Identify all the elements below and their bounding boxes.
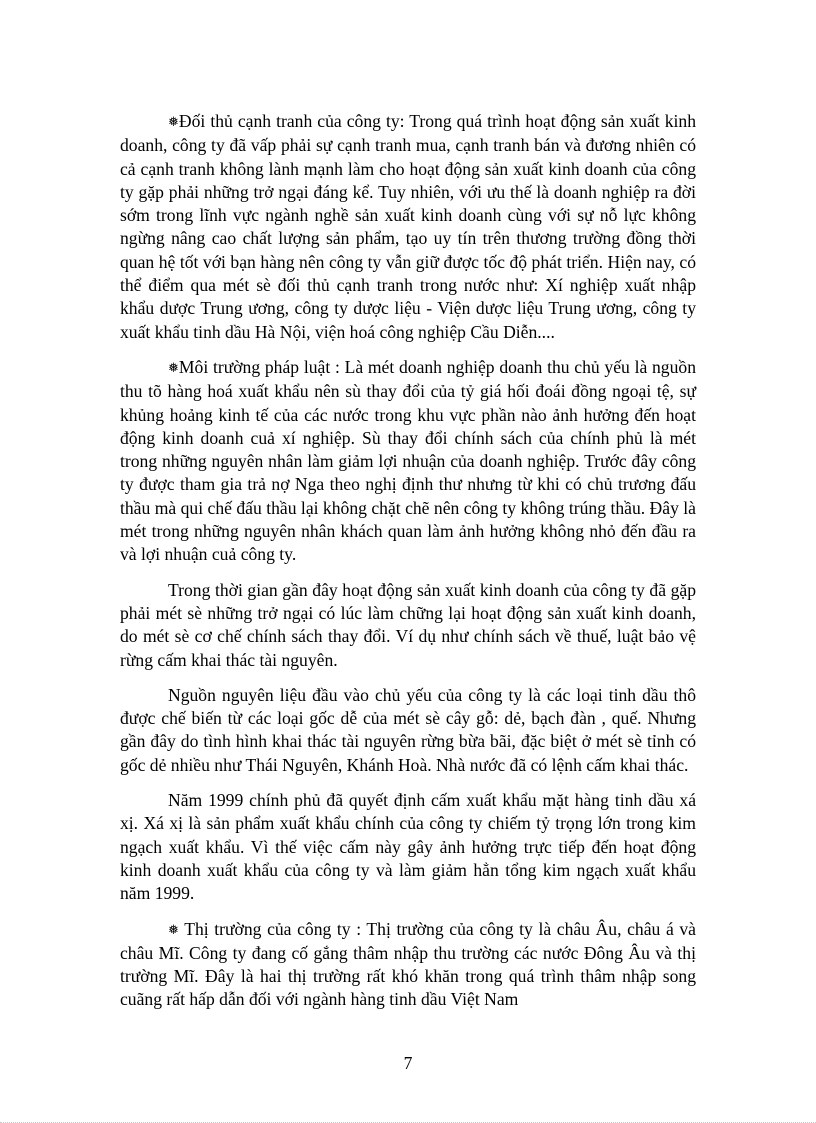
paragraph-raw-materials — [120, 684, 696, 777]
snowflake-bullet-icon: ❅ — [168, 360, 179, 376]
paragraph-text: Năm 1999 chính phủ đã quyết định cấm xuất khẩu mặt hàng tinh dầu xá xị. Xá xị là sản phẩm xuất khẩu chính của công ty chiếm tỷ trọng lớn trong kim ngạch xuất khẩu. Vì thế việc cấm này gây ảnh hưởng trực tiếp đến hoạt động kinh doanh xuất khẩu của công ty và làm giảm hẳn tổng kim ngạch xuất khẩu năm 1999. — [120, 790, 696, 904]
paragraph-markets — [120, 918, 696, 1012]
page-number: 7 — [403, 1053, 413, 1073]
paragraph-export-ban-1999 — [120, 789, 696, 905]
paragraph-text: Đối thủ cạnh tranh của công ty: Trong quá trình hoạt động sản xuất kinh doanh, công ty đã vấp phải sự cạnh tranh mua, cạnh tranh bán và đương nhiên có cả cạnh tranh không lành mạnh làm cho hoạt động sản xuất kinh doanh của công ty gặp phải những trở ngại đáng kể. Tuy nhiên, với ưu thế là doanh nghiệp ra đời sớm trong lĩnh vực ngành nghề sản xuất kinh doanh cùng với sự nỗ lực không ngừng nâng cao chất lượng sản phẩm, tạo uy tín trên thương trường đồng thời quan hệ tốt với bạn hàng nên công ty vẫn giữ được tốc độ phát triển. Hiện nay, có thể điểm qua mét sè đối thủ cạnh tranh trong nước như: Xí nghiệp xuất nhập khẩu dược Trung ương, công ty dược liệu - Viện dược liệu Trung ương, công ty xuất khẩu tinh dầu Hà Nội, viện hoá công nghiệp Cầu Diễn.... — [120, 111, 696, 342]
paragraph-text: Trong thời gian gần đây hoạt động sản xuất kinh doanh của công ty đã gặp phải mét sè những trở ngại có lúc làm chững lại hoạt động sản xuất kinh doanh, do mét sè cơ chế chính sách thay đổi. Ví dụ như chính sách về thuế, luật bảo vệ rừng cấm khai thác tài nguyên. — [120, 579, 696, 670]
paragraph-text: Nguồn nguyên liệu đầu vào chủ yếu của công ty là các loại tinh dầu thô được chế biến từ các loại gốc dễ của mét sè cây gỗ: dẻ, bạch đàn , quế. Nhưng gần đây do tình hình khai thác tài nguyên rừng bừa bãi, đặc biệt ở mét sè tỉnh có gốc dẻ nhiều như Thái Nguyên, Khánh Hoà. Nhà nước đã có lệnh cấm khai thác. — [120, 684, 696, 775]
paragraph-text: Môi trường pháp luật : Là mét doanh nghiệp doanh thu chủ yếu là nguồn thu tõ hàng hoá xuất khẩu nên sù thay đổi của tỷ giá hối đoái đồng ngoại tệ, sự khủng hoảng kinh tế của các nước trong khu vực phần nào ảnh hưởng đến hoạt động kinh doanh cuả xí nghiệp. Sù thay đổi chính sách của chính phủ là mét trong những nguyên nhân làm giảm lợi nhuận của doanh nghiệp. Trước đây công ty được tham gia trả nợ Nga theo nghị định thư nhưng từ khi có chủ trương đấu thầu mà qui chế đấu thầu lại không chặt chẽ nên công ty không trúng thầu. Đây là mét trong những nguyên nhân khách quan làm ảnh hưởng không nhỏ đến đầu ra và lợi nhuận cuả công ty. — [120, 356, 696, 565]
paragraph-competitors — [120, 110, 696, 344]
paragraph-legal-environment — [120, 356, 696, 567]
snowflake-bullet-icon: ❅ — [168, 115, 179, 130]
page-body — [120, 110, 696, 1024]
paragraph-text: Thị trường của công ty : Thị trường của công ty là châu Âu, châu á và châu Mĩ. Công ty đang cố gắng thâm nhập thu trường các nước Đông Âu và thị trường Mĩ. Đây là hai thị trường rất khó khăn trong quá trình thâm nhập song cuãng rất hấp dẫn đối với ngành hàng tinh dầu Việt Nam — [120, 918, 696, 1010]
snowflake-bullet-icon: ❅ — [168, 922, 179, 938]
paragraph-recent-obstacles — [120, 579, 696, 672]
